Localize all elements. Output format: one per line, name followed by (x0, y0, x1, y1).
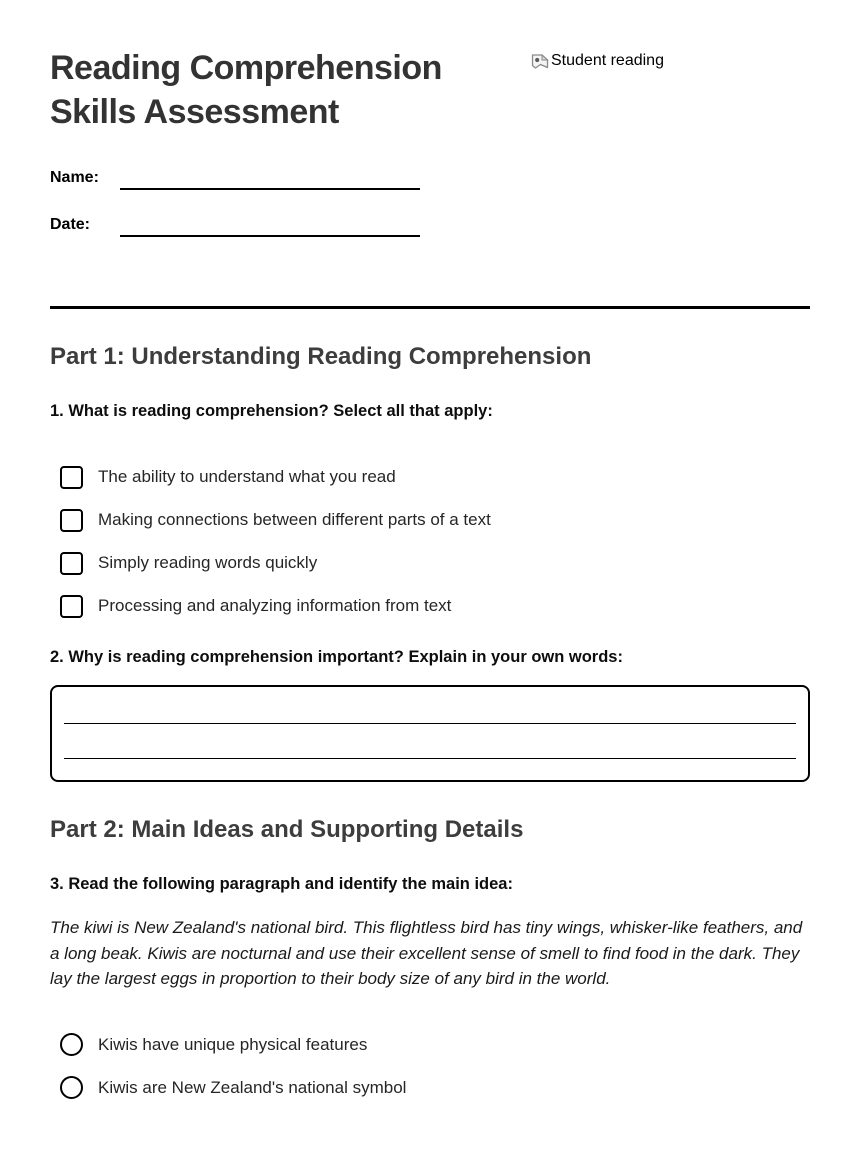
checkbox-label: Making connections between different parts of a text (98, 510, 491, 529)
part2-heading: Part 2: Main Ideas and Supporting Details (50, 816, 524, 843)
radio-option[interactable] (60, 1076, 810, 1100)
date-field-row (50, 213, 810, 237)
checkbox-option[interactable] (60, 465, 810, 489)
question-1-options (50, 465, 810, 618)
answer-line (64, 723, 796, 724)
checkbox-option[interactable] (60, 551, 810, 575)
date-input-line[interactable] (120, 215, 420, 237)
name-label: Name: (50, 169, 99, 186)
section-divider (50, 306, 810, 309)
radio-button[interactable] (60, 1076, 83, 1099)
name-field-row (50, 166, 810, 190)
radio-label: Kiwis are New Zealand's national symbol (98, 1077, 407, 1097)
checkbox[interactable] (60, 466, 83, 489)
worksheet-page (50, 0, 810, 1119)
image-alt-text: Student reading (551, 52, 664, 69)
checkbox-label: Processing and analyzing information from text (98, 596, 452, 615)
checkbox[interactable] (60, 552, 83, 575)
question-3-options (50, 1033, 810, 1100)
question-2: 2. Why is reading comprehension important? Explain in your own words: (50, 648, 623, 666)
student-reading-image (530, 52, 664, 76)
question-1: 1. What is reading comprehension? Select all that apply: (50, 402, 493, 420)
radio-button[interactable] (60, 1033, 83, 1056)
checkbox-label: The ability to understand what you read (98, 467, 396, 486)
answer-line (64, 758, 796, 759)
checkbox-label: Simply reading words quickly (98, 553, 318, 572)
broken-image-icon (530, 53, 550, 76)
page-title: Reading Comprehension Skills Assessment (50, 49, 442, 131)
name-input-line[interactable] (120, 168, 420, 190)
checkbox[interactable] (60, 509, 83, 532)
question-3: 3. Read the following paragraph and identify the main idea: (50, 875, 513, 893)
radio-option[interactable] (60, 1033, 810, 1057)
checkbox-option[interactable] (60, 594, 810, 618)
answer-box[interactable] (50, 685, 810, 782)
date-label: Date: (50, 216, 91, 233)
radio-label: Kiwis have unique physical features (98, 1034, 368, 1054)
checkbox[interactable] (60, 595, 83, 618)
reading-passage: The kiwi is New Zealand's national bird. This flightless bird has tiny wings, whisker-like feathers, and a long beak. Kiwis are nocturnal and use their excellent sense of smell to find food in the dark. They lay the largest eggs in proportion to their body size of any bird in the world. (50, 918, 803, 988)
part1-heading: Part 1: Understanding Reading Comprehension (50, 343, 592, 370)
checkbox-option[interactable] (60, 508, 810, 532)
